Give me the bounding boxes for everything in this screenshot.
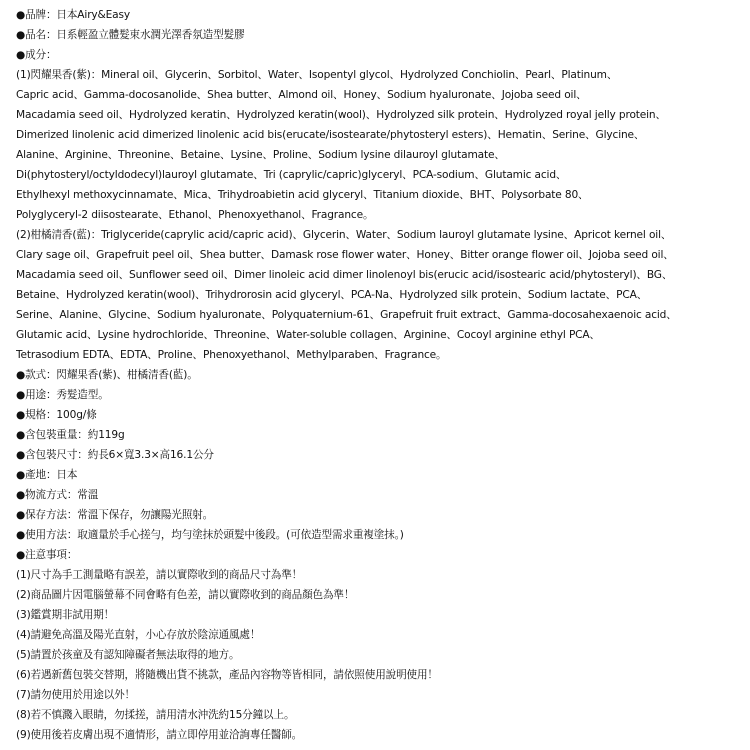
- ingredients-1-line: (1)閃耀果香(紫)：Mineral oil、Glycerin、Sorbitol、Water、Isopentyl glycol、Hydrolyzed Conchiolin、Pearl、Platinum、: [16, 69, 618, 81]
- spec-list: [16, 365, 738, 565]
- note-item: (4)請避免高溫及陽光直射，小心存放於陰涼通風處！: [16, 629, 261, 641]
- shipping-method-line: ●物流方式：常溫: [16, 489, 99, 501]
- ingredients-2-line: Tetrasodium EDTA、EDTA、Proline、Phenoxyethanol、Methylparaben、Fragrance。: [16, 349, 447, 361]
- package-dimensions-line: ●含包裝尺寸：約長6×寬3.3×高16.1公分: [16, 449, 214, 461]
- ingredients-1-line: Dimerized linolenic acid dimerized linolenic acid bis(erucate/isostearate/phytosteryl esters)、Hematin、Serine、Glycine、: [16, 129, 645, 141]
- ingredients-list-2: [16, 225, 738, 365]
- ingredients-2-line: Betaine、Hydrolyzed keratin(wool)、Trihydrorosin acid glyceryl、PCA-Na、Hydrolyzed silk protein、Sodium lactate、PCA、: [16, 289, 648, 301]
- ingredients-2-line: (2)柑橘清香(藍)：Triglyceride(caprylic acid/capric acid)、Glycerin、Water、Sodium lauroyl glutamate lysine、Apricot kernel oil、: [16, 229, 672, 241]
- ingredients-2-line: Clary sage oil、Grapefruit peel oil、Shea butter、Damask rose flower water、Honey、Bitter orange flower oil、Jojoba seed oil、: [16, 249, 674, 261]
- ingredients-1-line: Ethylhexyl methoxycinnamate、Mica、Trihydroabietin acid glyceryl、Titanium dioxide、BHT、Polysorbate 80、: [16, 189, 589, 201]
- ingredients-2-line: Serine、Alanine、Glycine、Sodium hyaluronate、Polyquaternium-61、Grapefruit fruit extract、Gamma-docosahexaenoic acid、: [16, 309, 677, 321]
- usage-method-line: ●使用方法：取適量於手心搓勻，均勻塗抹於頭髮中後段。(可依造型需求重複塗抹。): [16, 529, 404, 541]
- note-item: (5)請置於孩童及有認知障礙者無法取得的地方。: [16, 649, 240, 661]
- package-weight-line: ●含包裝重量：約119g: [16, 429, 125, 441]
- notes-list: [16, 565, 738, 745]
- ingredients-2-line: Glutamic acid、Lysine hydrochloride、Threonine、Water-soluble collagen、Arginine、Cocoyl arginine ethyl PCA、: [16, 329, 600, 341]
- usage-purpose-line: ●用途：秀髮造型。: [16, 389, 109, 401]
- note-item: (8)若不慎濺入眼睛，勿揉搓，請用清水沖洗約15分鐘以上。: [16, 709, 295, 721]
- note-item: (7)請勿使用於用途以外！: [16, 689, 135, 701]
- product-name-line: ●品名：日系輕盈立體髮束水潤光澤香氛造型髮膠: [16, 29, 245, 41]
- ingredients-1-line: Alanine、Arginine、Threonine、Betaine、Lysine、Proline、Sodium lysine dilauroyl glutamate、: [16, 149, 505, 161]
- note-item: (9)使用後若皮膚出現不適情形，請立即停用並洽詢專任醫師。: [16, 729, 303, 741]
- style-line: ●款式：閃耀果香(紫)、柑橘清香(藍)。: [16, 369, 198, 381]
- ingredients-heading: ●成分：: [16, 49, 57, 61]
- ingredients-1-line: Polyglyceryl-2 diisostearate、Ethanol、Phenoxyethanol、Fragrance。: [16, 209, 374, 221]
- storage-method-line: ●保存方法：常溫下保存，勿讓陽光照射。: [16, 509, 214, 521]
- ingredients-1-line: Capric acid、Gamma-docosanolide、Shea butter、Almond oil、Honey、Sodium hyaluronate、Jojoba seed oil、: [16, 89, 587, 101]
- note-item: (6)若遇新舊包裝交替期，將隨機出貨不挑款，產品內容物等皆相同，請依照使用說明使用！: [16, 669, 438, 681]
- notes-heading: ●注意事項：: [16, 549, 78, 561]
- note-item: (1)尺寸為手工測量略有誤差，請以實際收到的商品尺寸為準！: [16, 569, 303, 581]
- size-spec-line: ●規格：100g/條: [16, 409, 97, 421]
- ingredients-1-line: Di(phytosteryl/octyldodecyl)lauroyl glutamate、Tri (caprylic/capric)glyceryl、PCA-sodium、Glutamic acid、: [16, 169, 567, 181]
- brand-line: ●品牌：日本Airy&Easy: [16, 9, 131, 21]
- note-item: (3)鑑賞期非試用期！: [16, 609, 115, 621]
- origin-line: ●產地：日本: [16, 469, 78, 481]
- note-item: (2)商品圖片因電腦螢幕不同會略有色差，請以實際收到的商品顏色為準！: [16, 589, 355, 601]
- ingredients-1-line: Macadamia seed oil、Hydrolyzed keratin、Hydrolyzed keratin(wool)、Hydrolyzed silk protein、Hydrolyzed royal jelly protein、: [16, 109, 666, 121]
- ingredients-list-1: [16, 65, 738, 225]
- ingredients-2-line: Macadamia seed oil、Sunflower seed oil、Dimer linoleic acid dimer linolenoyl bis(erucic acid/isostearic acid/phytosteryl)、BG、: [16, 269, 673, 281]
